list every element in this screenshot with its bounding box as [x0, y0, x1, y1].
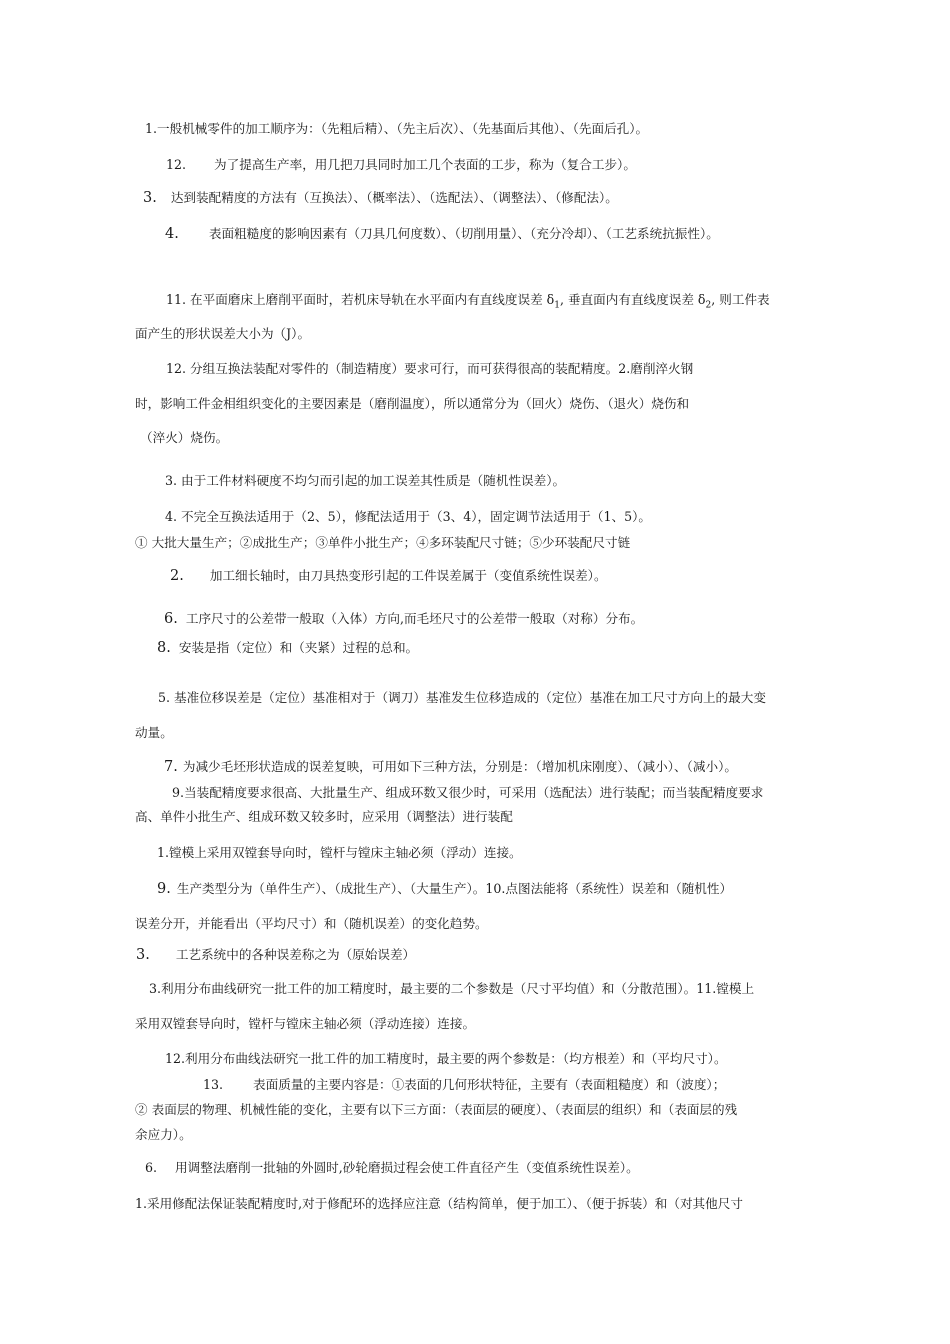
text-line: （淬火）烧伤。 [140, 430, 229, 445]
item-text: , 垂直面内有直线度误差 δ [559, 292, 706, 307]
text-line: 余应力）。 [135, 1127, 192, 1142]
item-number: 6. [145, 1160, 158, 1175]
text-line: 1.一般机械零件的加工顺序为：（先粗后精）、（先主后次）、（先基面后其他）、（先面后孔）。 [145, 121, 649, 136]
text-line [157, 640, 418, 656]
text-line [143, 190, 618, 206]
text-line: 时，影响工件金相组织变化的主要因素是（磨削温度），所以通常分为（回火）烧伤、（退火）烧伤和 [135, 396, 690, 411]
text-line: 3. 由于工件材料硬度不均匀而引起的加工误差其性质是（随机性误差）。 [165, 473, 566, 488]
subscript: 1 [554, 300, 560, 311]
text-line [166, 157, 636, 173]
text-line: 9.当装配精度要求很高、大批量生产、组成环数又很少时，可采用（选配法）进行装配；而当装配精度要求 [172, 785, 764, 800]
text-line: 1.镗模上采用双镗套导向时，镗杆与镗床主轴必须（浮动）连接。 [157, 845, 522, 860]
text-line [136, 947, 415, 963]
text-line [203, 1077, 725, 1093]
text-line: 面产生的形状误差大小为（J）。 [135, 326, 311, 341]
item-text: , 则工件表 [711, 292, 770, 307]
text-line: 1.采用修配法保证装配精度时,对于修配环的选择应注意（结构简单，便于加工）、（便于拆装）和（对其他尺寸 [135, 1196, 743, 1211]
item-text: 生产类型分为（单件生产）、（成批生产）、（大量生产）。10.点图法能将（系统性）误差和（随机性） [176, 881, 733, 896]
item-text: 工艺系统中的各种误差称之为（原始误差） [175, 947, 416, 962]
item-number: 13. [203, 1077, 224, 1092]
text-line [145, 1160, 639, 1176]
text-line: ① 大批大量生产；②成批生产；③单件小批生产；④多环装配尺寸链；⑤少环装配尺寸链 [135, 535, 631, 550]
item-number: 12. [166, 157, 187, 172]
text-line [164, 759, 737, 775]
text-line: 采用双镗套导向时，镗杆与镗床主轴必须（浮动连接）连接。 [135, 1016, 476, 1031]
text-line: 12.利用分布曲线法研究一批工件的加工精度时，最主要的两个参数是：（均方根差）和（平均尺寸）。 [165, 1051, 727, 1066]
item-text: 工序尺寸的公差带一般取（入体）方向,而毛坯尺寸的公差带一般取（对称）分布。 [185, 611, 644, 626]
item-number: 9. [157, 881, 171, 897]
text-line: 4. 不完全互换法适用于（2、5），修配法适用于（3、4），固定调节法适用于（1、5）。 [165, 509, 651, 524]
text-line: 误差分开，并能看出（平均尺寸）和（随机误差）的变化趋势。 [135, 916, 488, 931]
item-number: 4. [165, 226, 179, 242]
text-line: 12. 分组互换法装配对零件的（制造精度）要求可行，而可获得很高的装配精度。2.磨削淬火钢 [166, 361, 694, 376]
item-number: 8. [157, 640, 171, 656]
text-line: 3.利用分布曲线研究一批工件的加工精度时，最主要的二个参数是（尺寸平均值）和（分散范围）。11.镗模上 [149, 981, 755, 996]
text-line: 高、单件小批生产、组成环数又较多时，应采用（调整法）进行装配 [135, 809, 513, 824]
item-text: 安装是指（定位）和（夹紧）过程的总和。 [178, 640, 419, 655]
item-number: 6. [164, 611, 178, 627]
item-text: 为减少毛坯形状造成的误差复映，可用如下三种方法，分别是：（增加机床刚度）、（减小）、（减小）。 [182, 759, 737, 774]
item-number: 7. [164, 759, 178, 775]
text-line: ② 表面层的物理、机械性能的变化，主要有以下三方面：（表面层的硬度）、（表面层的组织）和（表面层的残 [135, 1102, 738, 1117]
item-text: 为了提高生产率，用几把刀具同时加工几个表面的工步，称为（复合工步）。 [214, 157, 636, 172]
subscript: 2 [705, 300, 712, 311]
item-number: 3. [136, 947, 150, 963]
item-text: 达到装配精度的方法有（互换法）、（概率法）、（选配法）、（调整法）、（修配法）。 [170, 190, 618, 205]
item-number: 2. [170, 568, 184, 584]
item-text: 表面质量的主要内容是：①表面的几何形状特征，主要有（表面粗糙度）和（波度）； [253, 1077, 726, 1092]
text-line: 动量。 [135, 725, 173, 740]
item-text: 11. 在平面磨床上磨削平面时，若机床导轨在水平面内有直线度误差 δ [166, 292, 555, 307]
text-line: 5. 基准位移误差是（定位）基准相对于（调刀）基准发生位移造成的（定位）基准在加工尺寸方向上的最大变 [158, 690, 766, 705]
text-line [164, 611, 643, 627]
item-text: 表面粗糙度的影响因素有（刀具几何度数）、（切削用量）、（充分冷却）、（工艺系统抗振性）。 [208, 226, 719, 241]
text-line [165, 226, 719, 242]
item-text: 用调整法磨削一批轴的外圆时,砂轮磨损过程会使工件直径产生（变值系统性误差）。 [175, 1160, 639, 1175]
text-line [166, 292, 770, 314]
item-number: 3. [143, 190, 157, 206]
text-line [157, 881, 732, 897]
text-line [170, 568, 607, 584]
item-text: 加工细长轴时，由刀具热变形引起的工件误差属于（变值系统性误差）。 [209, 568, 607, 583]
